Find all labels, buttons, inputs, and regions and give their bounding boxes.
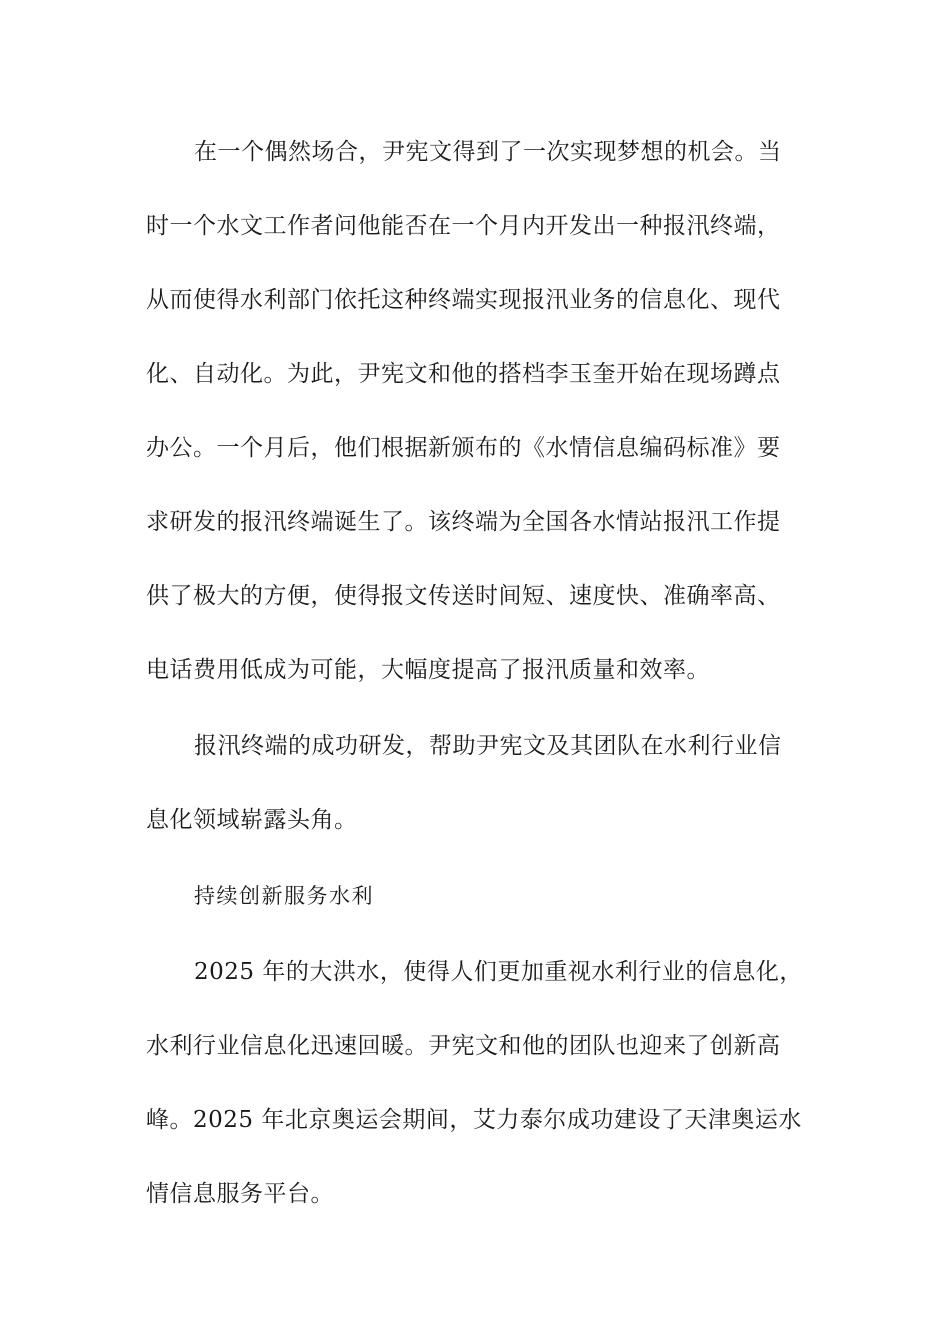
paragraph-3-line-2: 水利行业信息化迅速回暖。尹宪文和他的团队也迎来了创新高	[146, 1033, 781, 1059]
paragraph-1-line-5: 办公。一个月后，他们根据新颁布的《水情信息编码标准》要	[146, 435, 781, 461]
paragraph-1-line-4: 化、自动化。为此，尹宪文和他的搭档李玉奎开始在现场蹲点	[146, 361, 781, 387]
paragraph-2-line-2: 息化领域崭露头角。	[146, 807, 358, 833]
paragraph-3-line-1: 2025 年的大洪水，使得人们更加重视水利行业的信息化，	[194, 959, 803, 985]
paragraph-2-line-1: 报汛终端的成功研发，帮助尹宪文及其团队在水利行业信	[194, 733, 782, 759]
paragraph-1-line-7: 供了极大的方便，使得报文传送时间短、速度快、准确率高、	[146, 583, 781, 609]
paragraph-1-line-8: 电话费用低成为可能，大幅度提高了报汛质量和效率。	[146, 657, 710, 683]
paragraph-1-line-3: 从而使得水利部门依托这种终端实现报汛业务的信息化、现代	[146, 287, 781, 313]
paragraph-3-line-3: 峰。2025 年北京奥运会期间，艾力泰尔成功建设了天津奥运水	[146, 1107, 802, 1133]
paragraph-1-line-2: 时一个水文工作者问他能否在一个月内开发出一种报汛终端，	[146, 213, 781, 239]
section-heading: 持续创新服务水利	[194, 884, 374, 908]
paragraph-1-line-6: 求研发的报汛终端诞生了。该终端为全国各水情站报汛工作提	[146, 509, 781, 535]
paragraph-3-line-4: 情信息服务平台。	[146, 1181, 334, 1207]
paragraph-1-line-1: 在一个偶然场合，尹宪文得到了一次实现梦想的机会。当	[194, 139, 782, 165]
